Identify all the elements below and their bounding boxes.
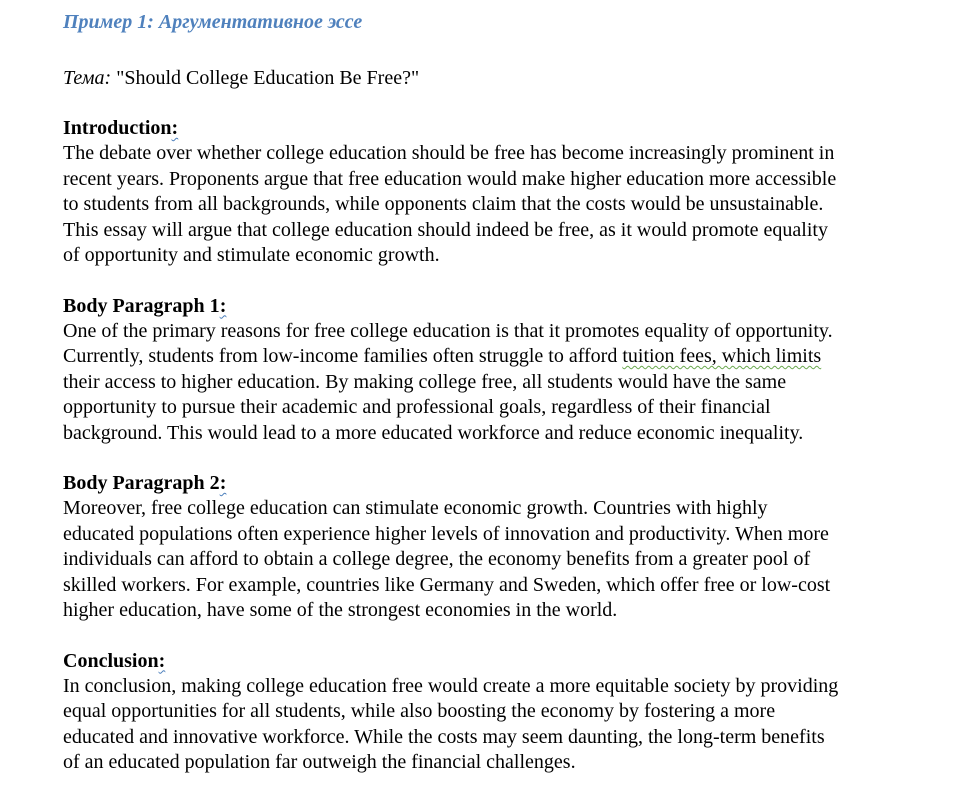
- topic-label: Тема:: [63, 67, 112, 89]
- section-title-text: Body Paragraph 1: [63, 294, 220, 317]
- paragraph-line: of an educated population far outweigh the financial challenges.: [63, 751, 576, 773]
- paragraph-line: One of the primary reasons for free college education is that it promotes equality of opportunity.: [63, 319, 833, 342]
- section-title-colon: :: [158, 649, 166, 672]
- paragraph-line: opportunity to pursue their academic and professional goals, regardless of their financial: [63, 396, 771, 418]
- paragraph-line: In conclusion, making college education free would create a more equitable society by providing: [63, 674, 839, 697]
- section-paragraph: [63, 319, 963, 447]
- paragraph-line: recent years. Proponents argue that free education would make higher education more accessible: [63, 167, 837, 190]
- topic-line: [63, 66, 963, 91]
- paragraph-line: equal opportunities for all students, while also boosting the economy by fostering a more: [63, 700, 776, 722]
- section-title: [63, 116, 963, 141]
- section-title: [63, 294, 963, 319]
- paragraph-line: to students from all backgrounds, while opponents claim that the costs would be unsustainable.: [63, 193, 824, 215]
- section-title: [63, 649, 963, 674]
- paragraph-line: individuals can afford to obtain a college degree, the economy benefits from a greater pool of: [63, 548, 811, 570]
- paragraph-line: their access to higher education. By making college free, all students would have the same: [63, 370, 787, 393]
- section-title-text: Introduction: [63, 117, 172, 139]
- section-title: [63, 471, 963, 496]
- document-heading: Пример 1: Аргументативное эссе: [63, 11, 363, 33]
- section-title-colon: :: [219, 472, 227, 494]
- section-body-paragraph-2: [63, 471, 963, 624]
- section-paragraph: [63, 674, 963, 776]
- section-title-colon: :: [171, 117, 179, 139]
- paragraph-line: educated populations often experience higher levels of innovation and productivity. When more: [63, 522, 829, 545]
- section-title-colon: :: [219, 294, 227, 317]
- paragraph-line: educated and innovative workforce. While the costs may seem daunting, the long-term benefits: [63, 725, 825, 748]
- paragraph-line: Moreover, free college education can stimulate economic growth. Countries with highly: [63, 497, 768, 519]
- grammar-flagged-text[interactable]: tuition fees, which limits: [622, 345, 822, 367]
- section-title-text: Body Paragraph 2: [63, 472, 220, 494]
- section-body-paragraph-1: [63, 294, 963, 447]
- section-introduction: [63, 116, 963, 269]
- paragraph-line: skilled workers. For example, countries like Germany and Sweden, which offer free or low-cost: [63, 573, 831, 596]
- topic-value: "Should College Education Be Free?": [116, 67, 420, 89]
- paragraph-line: of opportunity and stimulate economic growth.: [63, 244, 440, 266]
- section-paragraph: [63, 141, 963, 269]
- section-conclusion: [63, 649, 963, 776]
- paragraph-line: background. This would lead to a more educated workforce and reduce economic inequality.: [63, 421, 804, 444]
- paragraph-line-text: Currently, students from low-income families often struggle to afford: [63, 345, 623, 367]
- paragraph-line: [63, 344, 963, 370]
- section-title-text: Conclusion: [63, 649, 159, 672]
- paragraph-line: The debate over whether college education should be free has become increasingly prominent in: [63, 142, 835, 164]
- section-paragraph: [63, 496, 963, 624]
- paragraph-line: higher education, have some of the strongest economies in the world.: [63, 599, 618, 621]
- paragraph-line: This essay will argue that college education should indeed be free, as it would promote equality: [63, 218, 828, 241]
- document-page: [63, 8, 963, 776]
